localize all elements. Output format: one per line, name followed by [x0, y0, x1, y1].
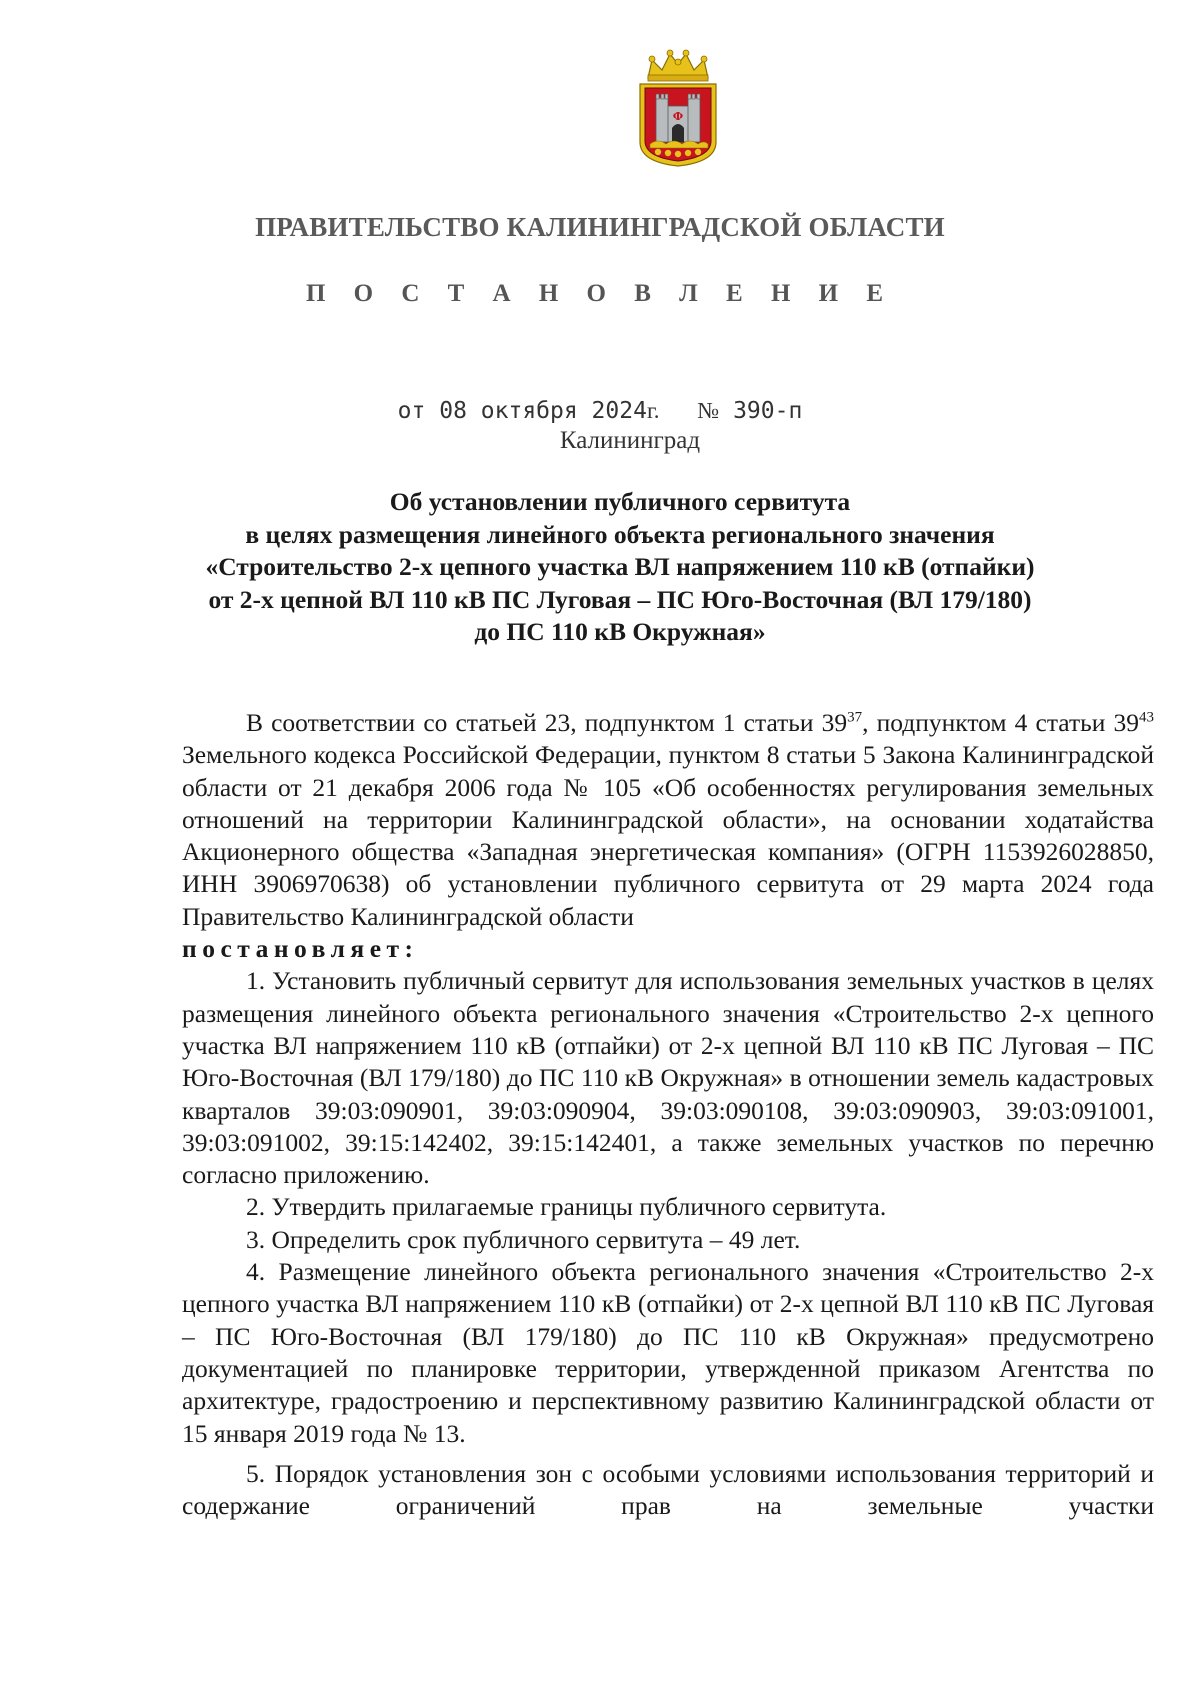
preamble-text: Земельного кодекса Российской Федерации, пунктом 8 статьи 5 Закона Калининградской области от 21 декабря 2006 года № 105 «Об особенностях регулирования земельных отношений на территории Калининградской области», на основании ходатайства Акционерного общества «Западная энергетическая компания» (ОГРН 1153926028850, ИНН 3906970638) об установлении публичного сервитута от 29 марта 2024 года Правительство Калининградской области: [182, 740, 1154, 931]
document-number: 390-п: [733, 398, 803, 424]
superscript: 37: [847, 709, 863, 726]
document-body: [182, 707, 1154, 1522]
date-suffix: г.: [646, 398, 660, 423]
item-paragraph: 3. Определить срок публичного сервитута – 49 лет.: [246, 1224, 801, 1254]
title-line: от 2-х цепной ВЛ 110 кВ ПС Луговая – ПС Юго-Восточная (ВЛ 179/180): [208, 584, 1032, 614]
title-line: Об установлении публичного сервитута: [389, 487, 851, 516]
city-of-issue: Калининград: [559, 427, 701, 454]
svg-text:Ф: Ф: [672, 110, 684, 123]
title-line: в целях размещения линейного объекта регионального значения: [245, 519, 995, 549]
date-number-line: [0, 398, 1200, 424]
preamble-paragraph: [182, 707, 1154, 965]
coat-of-arms-icon: [634, 48, 722, 168]
number-prefix: №: [697, 398, 720, 423]
date-prefix: от: [397, 398, 426, 424]
document-title: [120, 486, 1120, 649]
document-type-heading: П О С Т А Н О В Л Е Н И Е: [305, 280, 895, 307]
superscript: 43: [1139, 709, 1154, 726]
organization-heading: ПРАВИТЕЛЬСТВО КАЛИНИНГРАДСКОЙ ОБЛАСТИ: [255, 212, 945, 242]
preamble-text: В соответствии со статьей 23, подпунктом 1 статьи 39: [246, 708, 848, 737]
title-line: «Строительство 2-х цепного участка ВЛ напряжением 110 кВ (отпайки): [205, 552, 1035, 581]
item-paragraph: 5. Порядок установления зон с особыми условиями использования территорий и содержание ограничений прав на земельные участки: [182, 1458, 1154, 1521]
title-line: до ПС 110 кВ Окружная»: [474, 617, 766, 646]
item-paragraph: 2. Утвердить прилагаемые границы публичного сервитута.: [246, 1192, 887, 1222]
date-value: 08 октября 2024: [439, 398, 647, 424]
preamble-text: , подпунктом 4 статьи 39: [862, 708, 1139, 737]
item-paragraph: 4. Размещение линейного объекта регионального значения «Строительство 2-х цепного участка ВЛ напряжением 110 кВ (отпайки) от 2-х цепной ВЛ 110 кВ ПС Луговая – ПС Юго-Восточная (ВЛ 179/180) до ПС 110 кВ Окружная» предусмотрено документацией по планировке территории, утвержденной приказом Агентства по архитектуре, градостроению и перспективному развитию Калининградской области от 15 января 2019 года № 13.: [182, 1257, 1154, 1448]
resolves-word: постановляет:: [182, 934, 419, 964]
item-paragraph: 1. Установить публичный сервитут для использования земельных участков в целях размещения линейного объекта регионального значения «Строительство 2-х цепного участка ВЛ напряжением 110 кВ (отпайки) от 2-х цепной ВЛ 110 кВ ПС Луговая – ПС Юго-Восточная (ВЛ 179/180) до ПС 110 кВ Окружная» в отношении земель кадастровых кварталов 39:03:090901, 39:03:090904, 39:03:090108, 39:03:090903, 39:03:091001, 39:03:091002, 39:15:142402, 39:15:142401, а также земельных участков по перечню согласно приложению.: [182, 966, 1154, 1190]
